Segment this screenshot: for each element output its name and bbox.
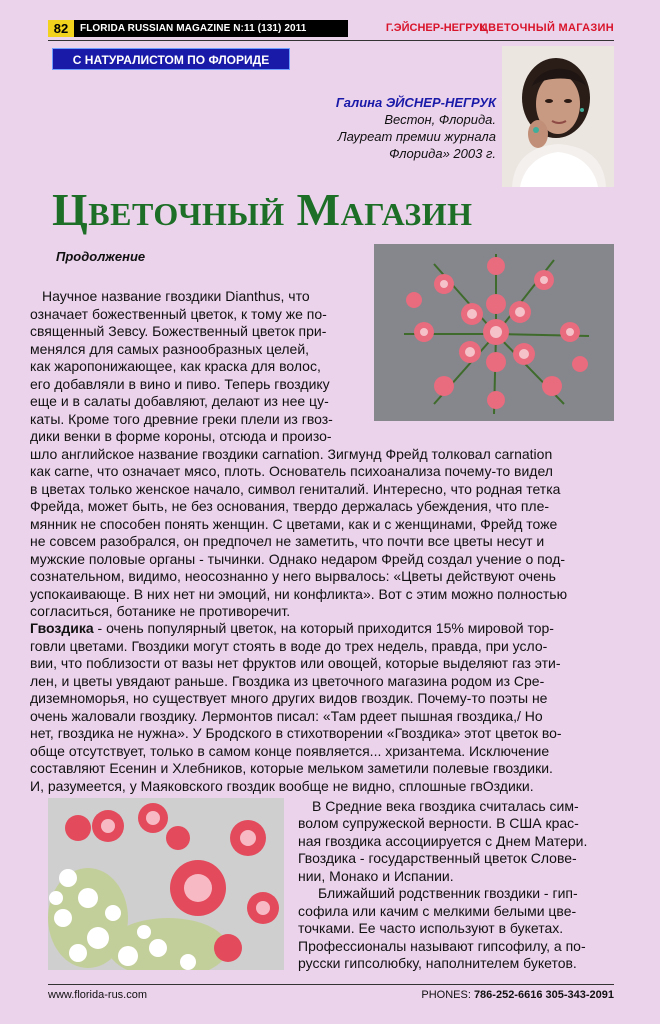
body-line: софила или качим с мелкими белыми цве- xyxy=(298,903,577,919)
body-line: точками. Ее часто используют в букетах. xyxy=(298,920,564,936)
body-line: в цветах только женское начало, символ гениталий. Интересно, что родная тетка xyxy=(30,481,561,497)
body-line: нии, Монако и Испании. xyxy=(298,868,454,884)
body-line: сознательном, видимо, неосознанно у него вырвалось: «Цветы действуют очень xyxy=(30,568,556,584)
body-line: дики венки в форме короны, отсюда и произо- xyxy=(30,428,332,444)
bold-term: Гвоздика xyxy=(30,620,94,636)
header-author: Г.ЭЙСНЕР-НЕГРУК xyxy=(385,22,486,34)
body-line: успокаивающе. В них нет ни эмоций, ни конфликта». Вот с этим можно полностью xyxy=(30,586,568,602)
carnation-bouquet-photo xyxy=(374,244,614,421)
body-line: Научное название гвоздики Dianthus, что xyxy=(42,288,310,304)
byline-line: Лауреат премии журнала xyxy=(337,129,496,144)
header-bar xyxy=(48,20,614,37)
body-line: шло английское название гвоздики carnation. Зигмунд Фрейд толковал carnation xyxy=(30,446,553,462)
footer-rule xyxy=(48,984,614,985)
body-line: каты. Кроме того древние греки плели из гвоз- xyxy=(30,411,333,427)
byline-line: Вестон, Флорида. xyxy=(384,112,496,127)
header-section-title: ЦВЕТОЧНЫЙ МАГАЗИН xyxy=(479,22,614,34)
phones-label: PHONES: xyxy=(421,989,471,1001)
body-line: В Средние века гвоздика считалась сим- xyxy=(312,798,579,814)
body-line: говли цветами. Гвоздики могут стоять в воде до трех недель, правда, при усло- xyxy=(30,638,548,654)
body-line: священный Зевсу. Божественный цветок при- xyxy=(30,323,327,339)
body-line: составляют Есенин и Хлебников, которые мельком заметили полевые гвоздики. xyxy=(30,760,553,776)
byline xyxy=(336,94,496,162)
body-line: как carne, что означает мясо, плоть. Основатель психоанализа почему-то видел xyxy=(30,463,553,479)
footer-website: www.florida-rus.com xyxy=(48,989,148,1001)
body-line: лен, и цветы увядают раньше. Гвоздика из цветочного магазина родом из Сре- xyxy=(30,673,545,689)
page-number: 82 xyxy=(48,20,74,37)
body-line: менялся для самых разнообразных целей, xyxy=(30,341,310,357)
body-line: нет, гвоздика не нужна». У Бродского в стихотворении «Гвоздика» этот цветок во- xyxy=(30,725,562,741)
body-line: как жаропонижающее, как краска для волос, xyxy=(30,358,321,374)
body-line: означает божественный цветок, к тому же по- xyxy=(30,306,327,322)
body-line: еще и в салаты добавляют, делают из нее цу- xyxy=(30,393,329,409)
body-line: Ближайший родственник гвоздики - гип- xyxy=(318,885,578,901)
body-line: Фрейда, может быть, не без основания, твердо держалась убеждения, что пле- xyxy=(30,498,550,514)
body-line: Профессионалы называют гипсофилу, а по- xyxy=(298,938,586,954)
body-line: не совсем разобрался, он предпочел не заметить, что почти все цветы несут и xyxy=(30,533,545,549)
body-line: диземноморья, но существует много других видов гвоздик. Почему-то поэты не xyxy=(30,690,548,706)
body-line: мужские половые органы - тычинки. Однако недаром Фрейд создал учение о под- xyxy=(30,551,566,567)
header-right xyxy=(348,20,614,37)
article-title: Цветочный Магазин xyxy=(52,184,473,235)
body-line: мянник не способен понять женщин. С цветами, как и с женщинами, Фрейд тоже xyxy=(30,516,558,532)
body-line: русски гипсолюбку, наполнителем букетов. xyxy=(298,955,577,971)
body-line: ная гвоздика ассоциируется с Днем Матери. xyxy=(298,833,588,849)
body-line: очень жаловали гвоздику. Лермонтов писал: «Там рдеет пышная гвоздика,/ Но xyxy=(30,708,543,724)
body-line: его добавляли в вино и пиво. Теперь гвоздику xyxy=(30,376,330,392)
body-line: Гвоздика - государственный цветок Слове- xyxy=(298,850,577,866)
body-line: обще отсутствует, только в самом конце появляется... хризантема. Исключение xyxy=(30,743,550,759)
body-text: - очень популярный цветок, на который приходится 15% мировой тор- xyxy=(93,620,554,636)
body-line: И, разумеется, у Маяковского гвоздик вообще не видно, сплошные гвОздики. xyxy=(30,778,534,794)
body-line: согласиться, ботанике не противоречит. xyxy=(30,603,291,619)
section-label: С НАТУРАЛИСТОМ ПО ФЛОРИДЕ xyxy=(52,48,290,70)
author-name: Галина ЭЙСНЕР-НЕГРУК xyxy=(335,95,496,110)
byline-line: Флорида» 2003 г. xyxy=(389,146,496,161)
body-line: волом супружеской верности. В США крас- xyxy=(298,815,579,831)
gypsophila-carnation-photo xyxy=(48,798,284,970)
phones-numbers: 786-252-6616 305-343-2091 xyxy=(473,989,614,1001)
continuation-label: Продолжение xyxy=(56,249,146,264)
body-line xyxy=(30,620,554,638)
author-portrait xyxy=(502,46,614,187)
magazine-name: FLORIDA RUSSIAN MAGAZINE N:11 (131) 2011 xyxy=(80,23,307,34)
body-line: вии, что поблизости от вазы нет фруктов или овощей, которые выделяют газ эти- xyxy=(30,655,561,671)
footer-phones xyxy=(421,989,614,1001)
header-rule xyxy=(48,40,614,41)
